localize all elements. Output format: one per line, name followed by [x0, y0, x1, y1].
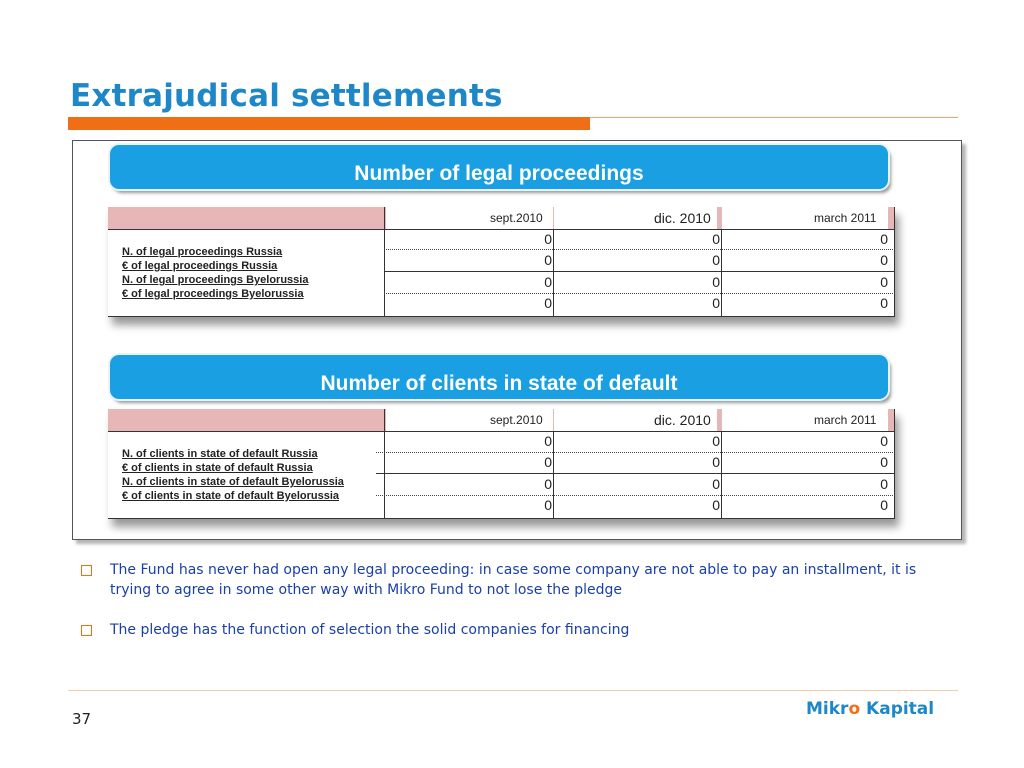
- row-label: N. of clients in state of default Russia: [122, 448, 318, 460]
- cell-value: 0: [544, 252, 552, 268]
- title-underline-accent: [68, 117, 590, 130]
- legal-proceedings-banner: [110, 145, 888, 189]
- row-labels: [122, 447, 344, 503]
- column-divider: [894, 207, 895, 317]
- column-divider: [721, 431, 722, 519]
- column-header-march-2011: [722, 207, 888, 229]
- cell-value: 0: [880, 231, 888, 247]
- row-separator: [384, 249, 895, 250]
- cell-value: 0: [544, 274, 552, 290]
- column-header-dic-2010: [554, 207, 717, 229]
- cell-value: 0: [712, 476, 720, 492]
- bullet-text: The Fund has never had open any legal proceeding: in case some company are not able to pay an installment, it is trying to agree in some other way with Mikro Fund to not lose the pledge: [110, 562, 917, 598]
- bullet-item: [80, 620, 960, 640]
- cell-value: 0: [880, 454, 888, 470]
- row-separator: [376, 495, 895, 496]
- table-bottom-border: [108, 518, 895, 519]
- cell-value: 0: [712, 274, 720, 290]
- row-label: N. of legal proceedings Byelorussia: [122, 274, 309, 286]
- column-divider: [721, 229, 722, 317]
- checkbox-bullet-icon: [81, 625, 92, 636]
- row-label: € of legal proceedings Byelorussia: [122, 288, 304, 300]
- cell-value: 0: [544, 295, 552, 311]
- cell-value: 0: [544, 231, 552, 247]
- brand-text: Kapital: [860, 699, 935, 719]
- legal-proceedings-banner-title: Number of legal proceedings: [354, 162, 644, 185]
- footer-divider: [68, 690, 958, 691]
- cell-value: 0: [544, 497, 552, 513]
- row-label: N. of clients in state of default Byelorussia: [122, 476, 344, 488]
- cell-value: 0: [880, 252, 888, 268]
- cell-value: 0: [712, 252, 720, 268]
- table-bottom-border: [108, 316, 895, 317]
- row-labels: [122, 245, 308, 301]
- column-header-sept-2010: [386, 409, 553, 431]
- cell-value: 0: [544, 454, 552, 470]
- column-header-label: sept.2010: [490, 211, 543, 225]
- row-separator: [384, 293, 895, 294]
- column-divider: [553, 229, 554, 317]
- cell-value: 0: [880, 433, 888, 449]
- checkbox-bullet-icon: [81, 565, 92, 576]
- row-separator: [384, 271, 895, 272]
- row-label: € of legal proceedings Russia: [122, 260, 278, 272]
- column-header-march-2011: [722, 409, 888, 431]
- cell-value: 0: [880, 295, 888, 311]
- bullet-text: The pledge has the function of selection the solid companies for financing: [110, 622, 630, 638]
- cell-value: 0: [880, 274, 888, 290]
- bullet-list: [80, 560, 960, 660]
- column-header-label: march 2011: [814, 211, 877, 225]
- brand-accent-letter: o: [848, 699, 861, 719]
- column-header-label: sept.2010: [490, 413, 543, 427]
- clients-default-banner-title: Number of clients in state of default: [320, 372, 678, 395]
- cell-value: 0: [712, 497, 720, 513]
- brand-text: Mikr: [806, 699, 849, 719]
- column-header-sept-2010: [386, 207, 553, 229]
- page-number: 37: [72, 710, 92, 728]
- brand-logo: [806, 699, 934, 719]
- cell-value: 0: [880, 476, 888, 492]
- header-bottom-border: [108, 431, 895, 432]
- column-divider: [894, 409, 895, 519]
- column-header-label: march 2011: [814, 413, 877, 427]
- clients-default-banner: [110, 355, 888, 399]
- column-header-dic-2010: [554, 409, 717, 431]
- cell-value: 0: [712, 231, 720, 247]
- cell-value: 0: [712, 454, 720, 470]
- legal-proceedings-table: [108, 207, 895, 317]
- cell-value: 0: [544, 433, 552, 449]
- slide-title: Extrajudical settlements: [70, 78, 503, 114]
- clients-default-table: [108, 409, 895, 519]
- row-label: N. of legal proceedings Russia: [122, 246, 283, 258]
- column-divider: [384, 409, 385, 519]
- cell-value: 0: [880, 497, 888, 513]
- header-bottom-border: [108, 229, 895, 230]
- row-label: € of clients in state of default Russia: [122, 462, 313, 474]
- row-separator: [376, 473, 895, 474]
- cell-value: 0: [712, 433, 720, 449]
- row-label: € of clients in state of default Byelorussia: [122, 490, 339, 502]
- column-divider: [553, 431, 554, 519]
- column-header-label: dic. 2010: [654, 210, 711, 226]
- cell-value: 0: [544, 476, 552, 492]
- column-divider: [384, 207, 385, 317]
- bullet-item: [80, 560, 960, 600]
- column-header-label: dic. 2010: [654, 412, 711, 428]
- row-separator: [376, 452, 895, 453]
- cell-value: 0: [712, 295, 720, 311]
